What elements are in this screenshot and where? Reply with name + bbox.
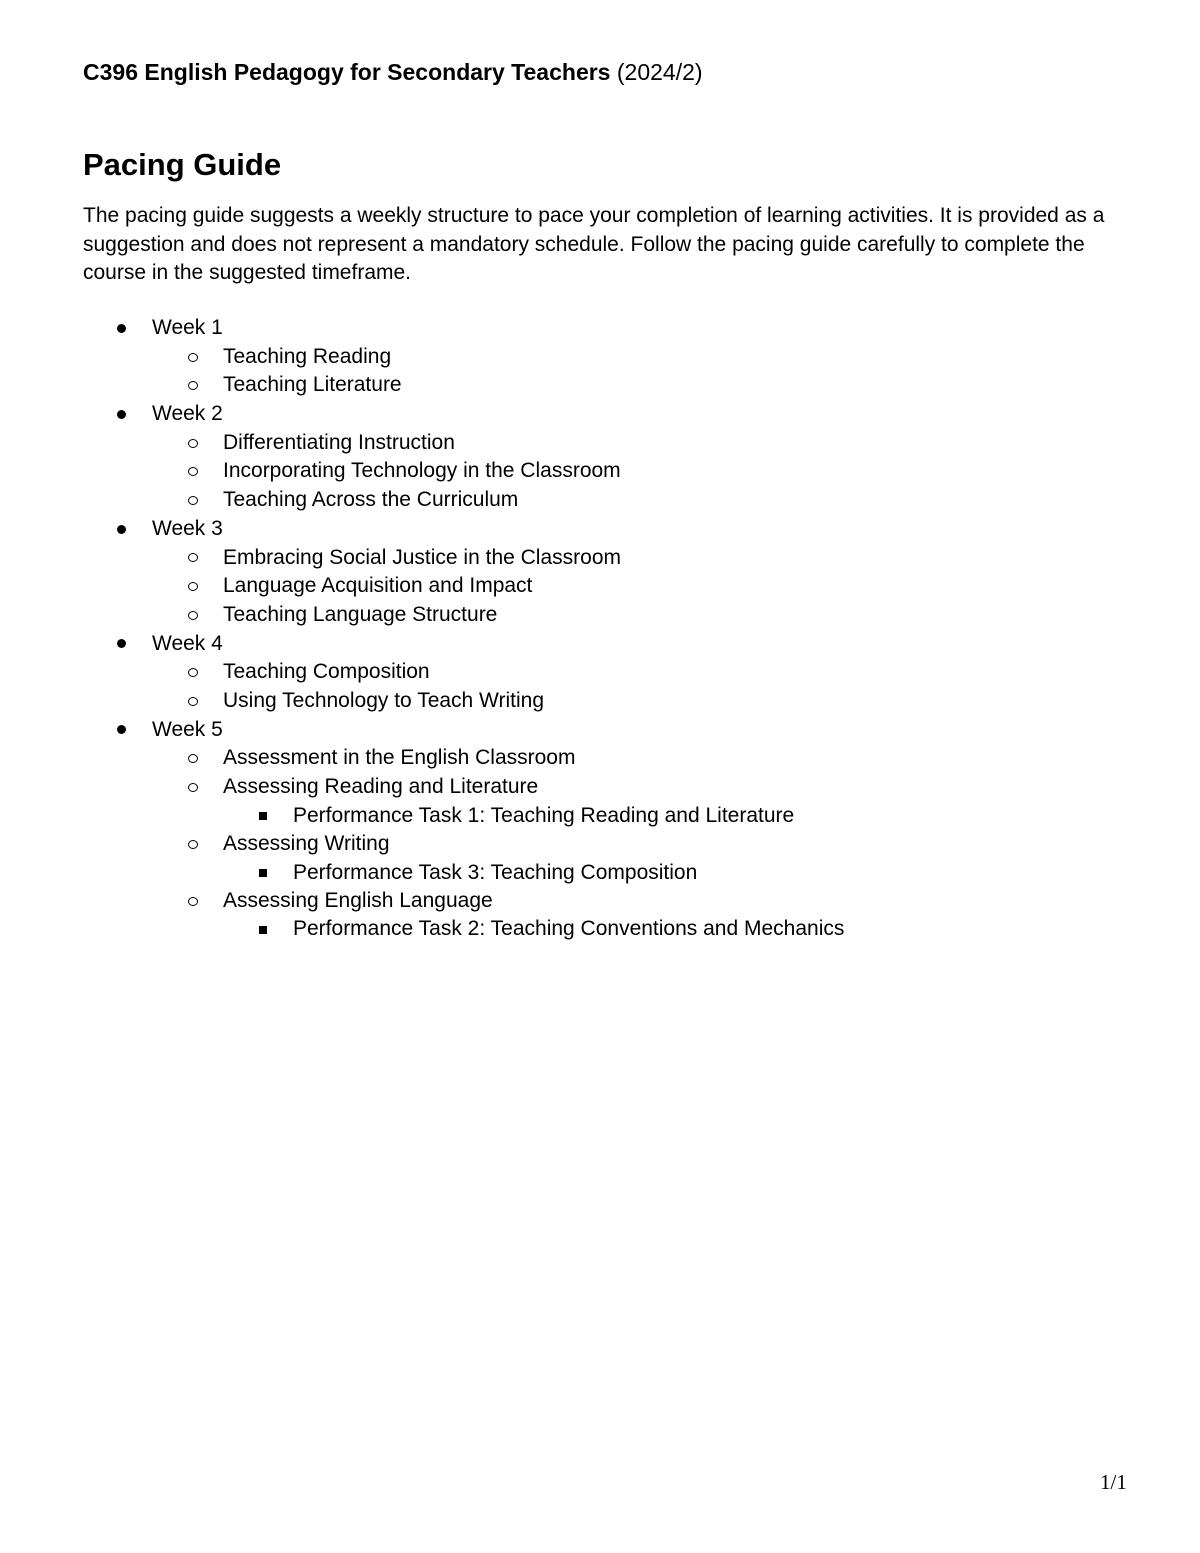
bullet-circle-icon <box>184 887 202 916</box>
week-item <box>83 716 1143 745</box>
bullet-circle-icon <box>184 773 202 802</box>
topic-item <box>83 457 1143 486</box>
bullet-circle-icon <box>184 544 202 573</box>
task-label: Performance Task 2: Teaching Conventions and Mechanics <box>293 917 845 941</box>
topic-label: Assessing Writing <box>223 831 390 855</box>
topic-item <box>83 830 1143 859</box>
topic-item <box>83 601 1143 630</box>
bullet-circle-icon <box>184 744 202 773</box>
bullet-square-icon <box>256 802 270 830</box>
topic-label: Teaching Language Structure <box>223 602 498 626</box>
topic-item <box>83 371 1143 400</box>
course-name: C396 English Pedagogy for Secondary Teachers <box>83 59 611 85</box>
week-item <box>83 515 1143 544</box>
week-label: Week 4 <box>152 631 223 655</box>
topic-item <box>83 544 1143 573</box>
bullet-disc-icon <box>113 400 129 429</box>
bullet-circle-icon <box>184 343 202 372</box>
topic-label: Assessing Reading and Literature <box>223 775 539 798</box>
page-number: 1/1 <box>1100 1470 1127 1494</box>
task-item <box>83 859 1143 887</box>
bullet-disc-icon <box>113 630 129 659</box>
topic-item <box>83 429 1143 458</box>
topic-item <box>83 744 1143 773</box>
topic-label: Teaching Reading <box>223 344 392 368</box>
topic-label: Using Technology to Teach Writing <box>223 688 545 712</box>
topic-item <box>83 658 1143 687</box>
bullet-circle-icon <box>184 658 202 687</box>
topic-label: Assessing English Language <box>223 888 493 912</box>
topic-label: Differentiating Instruction <box>223 430 455 454</box>
topic-item <box>83 887 1143 916</box>
bullet-circle-icon <box>184 457 202 486</box>
bullet-disc-icon <box>113 515 129 544</box>
bullet-circle-icon <box>184 371 202 400</box>
bullet-circle-icon <box>184 687 202 716</box>
week-item <box>83 400 1143 429</box>
bullet-circle-icon <box>184 429 202 458</box>
topic-item <box>83 687 1143 716</box>
topic-item <box>83 343 1143 372</box>
bullet-circle-icon <box>184 601 202 630</box>
week-label: Week 5 <box>152 717 223 741</box>
week-item <box>83 314 1143 343</box>
bullet-square-icon <box>256 915 270 943</box>
topic-label: Language Acquisition and Impact <box>223 574 533 598</box>
topic-item <box>83 486 1143 515</box>
task-item <box>83 802 1143 830</box>
topic-label: Teaching Composition <box>223 660 430 684</box>
topic-label: Incorporating Technology in the Classroom <box>223 459 621 483</box>
bullet-disc-icon <box>113 716 129 745</box>
week-item <box>83 630 1143 659</box>
task-label: Performance Task 1: Teaching Reading and Literature <box>293 803 795 827</box>
course-header <box>83 56 703 88</box>
pacing-outline <box>83 314 1143 944</box>
page-title: Pacing Guide <box>83 147 282 182</box>
week-label: Week 1 <box>152 316 223 339</box>
topic-item <box>83 572 1143 601</box>
week-label: Week 3 <box>152 516 223 540</box>
topic-label: Teaching Literature <box>223 373 402 397</box>
bullet-circle-icon <box>184 486 202 515</box>
topic-label: Teaching Across the Curriculum <box>223 488 519 512</box>
course-term: (2024/2) <box>616 59 703 85</box>
topic-label: Embracing Social Justice in the Classroom <box>223 545 621 569</box>
intro-paragraph: The pacing guide suggests a weekly structure to pace your completion of learning activities. It is provided as a suggestion and does not represent a mandatory schedule. Follow the pacing guide carefully to complete the course in the suggested timeframe. <box>83 204 1105 285</box>
task-item <box>83 915 1143 943</box>
topic-item <box>83 773 1143 802</box>
task-label: Performance Task 3: Teaching Composition <box>293 860 698 884</box>
topic-label: Assessment in the English Classroom <box>223 746 576 770</box>
bullet-disc-icon <box>113 314 129 343</box>
bullet-square-icon <box>256 859 270 887</box>
week-label: Week 2 <box>152 402 223 426</box>
bullet-circle-icon <box>184 572 202 601</box>
bullet-circle-icon <box>184 830 202 859</box>
